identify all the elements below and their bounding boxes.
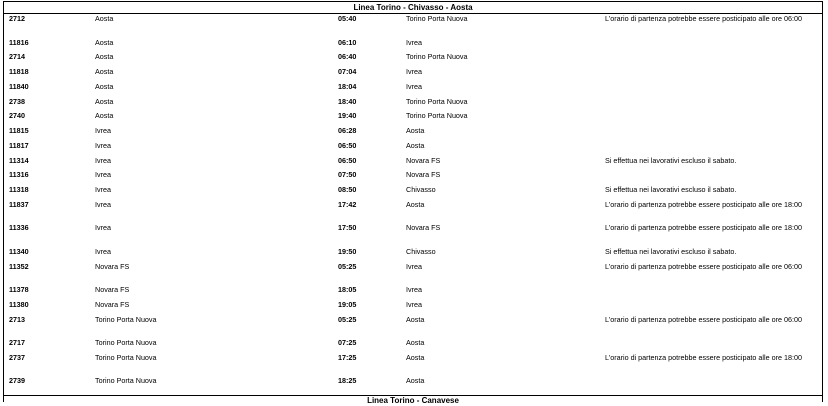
section-title: Linea Torino - Chivasso - Aosta <box>3 1 823 14</box>
note-cell: L’orario di partenza potrebbe essere posticipato alle ore 18:00 <box>605 352 802 362</box>
arrival-station-cell: Torino Porta Nuova <box>406 111 468 121</box>
departure-time-cell: 17:25 <box>338 352 357 362</box>
train-number-cell: 11340 <box>9 246 29 256</box>
arrival-station-cell: Aosta <box>406 376 425 386</box>
table-row <box>3 353 828 377</box>
table-row <box>3 14 828 38</box>
departure-time-cell: 19:40 <box>338 111 357 121</box>
table-row <box>3 111 828 126</box>
table-row <box>3 376 828 391</box>
departure-time-cell: 06:10 <box>338 37 357 47</box>
departure-station-cell: Aosta <box>95 14 114 23</box>
arrival-station-cell: Aosta <box>406 338 425 347</box>
table-row <box>3 126 828 141</box>
arrival-station-cell: Chivasso <box>406 246 436 256</box>
departure-station-cell: Aosta <box>95 96 114 106</box>
departure-station-cell: Ivrea <box>95 199 111 209</box>
note-cell <box>602 126 828 141</box>
table-row <box>3 141 828 156</box>
departure-station-cell: Ivrea <box>95 246 111 256</box>
arrival-station-cell: Ivrea <box>406 261 422 271</box>
note-cell <box>602 97 828 112</box>
timetable-body <box>3 14 828 391</box>
note-cell: L’orario di partenza potrebbe essere posticipato alle ore 06:00 <box>605 261 802 271</box>
departure-time-cell: 06:50 <box>338 155 357 165</box>
table-row <box>3 247 828 262</box>
departure-station-cell: Ivrea <box>95 185 111 194</box>
note-cell: L’orario di partenza potrebbe essere posticipato alle ore 18:00 <box>605 223 802 233</box>
departure-time-cell: 17:50 <box>338 223 357 233</box>
departure-time-cell: 18:04 <box>338 81 357 91</box>
table-row <box>3 97 828 112</box>
departure-station-cell: Ivrea <box>95 223 111 233</box>
departure-station-cell: Ivrea <box>95 140 111 150</box>
table-row <box>3 262 828 286</box>
departure-station-cell: Aosta <box>95 37 114 47</box>
note-cell <box>602 111 828 126</box>
train-number-cell: 11817 <box>9 140 29 150</box>
note-cell: Si effettua nei lavorativi escluso il sabato. <box>605 246 737 256</box>
note-cell <box>602 300 828 315</box>
departure-time-cell: 06:28 <box>338 126 357 135</box>
note-cell <box>602 170 828 185</box>
arrival-station-cell: Novara FS <box>406 170 441 180</box>
arrival-station-cell: Novara FS <box>406 155 441 165</box>
table-row <box>3 315 828 339</box>
note-cell: L’orario di partenza potrebbe essere posticipato alle ore 18:00 <box>605 199 802 209</box>
table-row <box>3 67 828 82</box>
arrival-station-cell: Aosta <box>406 199 425 209</box>
departure-station-cell: Ivrea <box>95 155 111 165</box>
departure-station-cell: Aosta <box>95 67 114 76</box>
departure-time-cell: 05:40 <box>338 14 357 23</box>
train-number-cell: 11837 <box>9 199 29 209</box>
table-border-left <box>3 14 4 402</box>
train-number-cell: 11816 <box>9 37 29 47</box>
note-cell <box>602 67 828 82</box>
train-number-cell: 11352 <box>9 261 29 271</box>
train-number-cell: 11378 <box>9 285 29 294</box>
train-number-cell: 11818 <box>9 67 29 76</box>
table-row <box>3 338 828 353</box>
arrival-station-cell: Chivasso <box>406 185 436 194</box>
departure-station-cell: Torino Porta Nuova <box>95 314 157 324</box>
departure-time-cell: 06:40 <box>338 52 357 62</box>
train-number-cell: 2712 <box>9 14 25 23</box>
timetable-sheet <box>3 0 823 405</box>
table-border-right <box>822 14 823 402</box>
arrival-station-cell: Ivrea <box>406 67 422 76</box>
arrival-station-cell: Aosta <box>406 314 425 324</box>
departure-time-cell: 19:50 <box>338 246 357 256</box>
departure-station-cell: Torino Porta Nuova <box>95 338 157 347</box>
arrival-station-cell: Ivrea <box>406 285 422 294</box>
departure-station-cell: Aosta <box>95 52 114 62</box>
timetable <box>3 14 828 391</box>
departure-time-cell: 08:50 <box>338 185 357 194</box>
table-row <box>3 285 828 300</box>
note-cell: Si effettua nei lavorativi escluso il sabato. <box>605 185 737 194</box>
arrival-station-cell: Novara FS <box>406 223 441 233</box>
departure-station-cell: Ivrea <box>95 170 111 180</box>
arrival-station-cell: Aosta <box>406 140 425 150</box>
note-cell <box>602 141 828 156</box>
departure-time-cell: 18:05 <box>338 285 357 294</box>
table-row <box>3 223 828 247</box>
table-row <box>3 185 828 200</box>
note-cell <box>602 82 828 97</box>
arrival-station-cell: Torino Porta Nuova <box>406 96 468 106</box>
train-number-cell: 11380 <box>9 299 29 309</box>
departure-station-cell: Novara FS <box>95 299 130 309</box>
train-number-cell: 11314 <box>9 155 29 165</box>
table-row <box>3 200 828 224</box>
table-row <box>3 38 828 53</box>
train-number-cell: 2714 <box>9 52 25 62</box>
departure-station-cell: Aosta <box>95 111 114 121</box>
departure-time-cell: 05:25 <box>338 314 357 324</box>
note-cell: L’orario di partenza potrebbe essere posticipato alle ore 06:00 <box>605 14 802 23</box>
note-cell: L’orario di partenza potrebbe essere posticipato alle ore 06:00 <box>605 314 802 324</box>
arrival-station-cell: Aosta <box>406 126 425 135</box>
departure-time-cell: 07:50 <box>338 170 357 180</box>
departure-station-cell: Novara FS <box>95 261 130 271</box>
train-number-cell: 2737 <box>9 352 25 362</box>
train-number-cell: 11336 <box>9 223 29 233</box>
train-number-cell: 11815 <box>9 126 29 135</box>
train-number-cell: 11840 <box>9 81 29 91</box>
note-cell <box>602 376 828 391</box>
train-number-cell: 11318 <box>9 185 29 194</box>
train-number-cell: 2740 <box>9 111 25 121</box>
arrival-station-cell: Aosta <box>406 352 425 362</box>
departure-station-cell: Ivrea <box>95 126 111 135</box>
train-number-cell: 11316 <box>9 170 29 180</box>
arrival-station-cell: Ivrea <box>406 299 422 309</box>
note-cell <box>602 338 828 353</box>
arrival-station-cell: Torino Porta Nuova <box>406 14 468 23</box>
departure-time-cell: 07:04 <box>338 67 357 76</box>
departure-time-cell: 06:50 <box>338 140 357 150</box>
table-row <box>3 170 828 185</box>
next-section-title: Linea Torino - Canavese <box>367 396 459 405</box>
train-number-cell: 2717 <box>9 338 25 347</box>
train-number-cell: 2713 <box>9 314 25 324</box>
note-cell: Si effettua nei lavorativi escluso il sabato. <box>605 155 737 165</box>
departure-time-cell: 19:05 <box>338 299 357 309</box>
arrival-station-cell: Ivrea <box>406 81 422 91</box>
departure-time-cell: 18:25 <box>338 376 357 386</box>
arrival-station-cell: Torino Porta Nuova <box>406 52 468 62</box>
table-row <box>3 156 828 171</box>
train-number-cell: 2738 <box>9 96 25 106</box>
departure-time-cell: 05:25 <box>338 261 357 271</box>
departure-station-cell: Novara FS <box>95 285 130 294</box>
departure-station-cell: Torino Porta Nuova <box>95 352 157 362</box>
departure-time-cell: 07:25 <box>338 338 357 347</box>
departure-time-cell: 18:40 <box>338 96 357 106</box>
note-cell <box>602 285 828 300</box>
note-cell <box>602 52 828 67</box>
arrival-station-cell: Ivrea <box>406 37 422 47</box>
table-row <box>3 52 828 67</box>
departure-time-cell: 17:42 <box>338 199 357 209</box>
departure-station-cell: Aosta <box>95 81 114 91</box>
train-number-cell: 2739 <box>9 376 25 386</box>
table-row <box>3 300 828 315</box>
departure-station-cell: Torino Porta Nuova <box>95 376 157 386</box>
table-row <box>3 82 828 97</box>
note-cell <box>602 38 828 53</box>
